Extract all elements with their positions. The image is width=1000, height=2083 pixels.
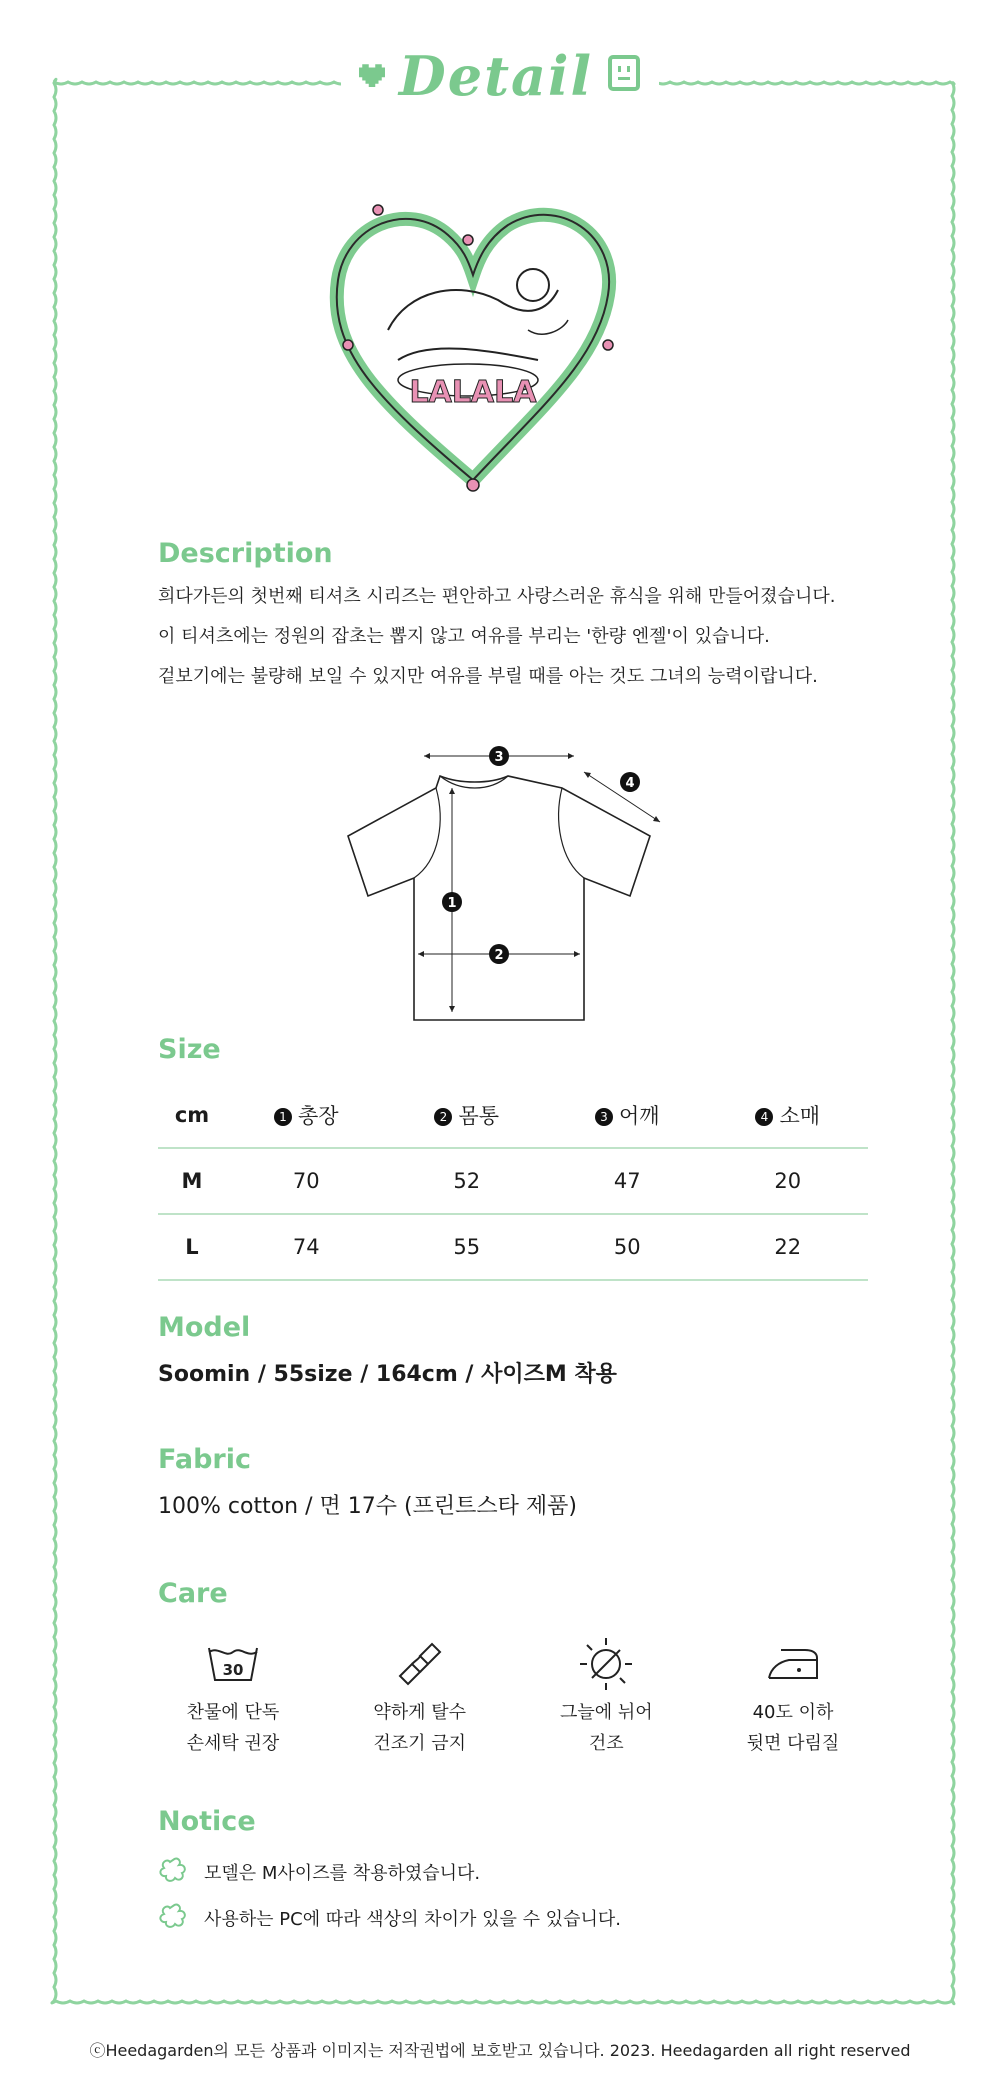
table-header-row [158,1083,868,1148]
care-label: 건조기 금지 [373,1733,466,1754]
table-cell: 20 [774,1169,802,1193]
size-section [158,1034,870,1281]
notice-item [158,1895,870,1941]
description-line: 이 티셔츠에는 정원의 잡초는 뽑지 않고 여유를 부리는 '한량 엔젤'이 있습니다. [158,626,770,647]
copyright-footer: ⓒHeedagarden의 모든 상품과 이미지는 저작권법에 보호받고 있습니다. 2023. Heedagarden all right reserved [89,2041,911,2060]
care-label: 건조 [588,1733,624,1754]
table-cell: 47 [613,1169,641,1193]
size-heading: Size [158,1034,221,1065]
lalala-text: LALALA [409,375,537,410]
table-cell: 74 [292,1235,320,1259]
svg-text:30: 30 [222,1661,244,1679]
model-info: Soomin / 55size / 164cm / 사이즈M 착용 [158,1362,617,1387]
flower-icon [158,1857,188,1888]
model-section [158,1312,870,1388]
flower-icon [158,1903,188,1934]
care-section [158,1578,870,1759]
description-heading: Description [158,538,333,569]
care-label: 그늘에 뉘어 [559,1702,653,1723]
tshirt-measurement-diagram [340,740,680,1030]
table-cell: 50 [613,1235,641,1259]
column-header: 4 소매 [708,1083,869,1148]
size-label: L [185,1235,199,1259]
page-header [0,44,1000,114]
care-label: 약하게 탈수 [373,1702,466,1723]
iron-icon [718,1631,868,1697]
size-label: M [181,1169,203,1193]
marker-2: 2 [494,948,504,963]
table-row [158,1148,868,1214]
care-label: 찬물에 단독 [186,1702,280,1723]
care-item [718,1631,868,1759]
notice-section [158,1806,870,1941]
wash-30-icon [158,1631,308,1697]
fabric-section [158,1444,870,1520]
shade-dry-icon [531,1631,681,1697]
description-section [158,538,870,697]
care-item [158,1631,308,1759]
care-label: 뒷면 다림질 [746,1733,840,1754]
description-line: 희다가든의 첫번째 티셔츠 시리즈는 편안하고 사랑스러운 휴식을 위해 만들어졌습니다. [158,586,836,607]
page-title: Detail [398,44,594,108]
care-item [345,1631,495,1759]
table-cell: 55 [453,1235,481,1259]
table-cell: 70 [292,1169,320,1193]
size-table [158,1083,868,1281]
smiley-box-icon [607,54,641,98]
notice-item [158,1849,870,1895]
notice-text: 모델은 M사이즈를 착용하였습니다. [204,1863,481,1884]
care-item [531,1631,681,1759]
column-header: 2 몸통 [387,1083,548,1148]
fabric-heading: Fabric [158,1444,251,1475]
fabric-info: 100% cotton / 면 17수 (프린트스타 제품) [158,1494,577,1519]
angel-heart-illustration [318,180,628,500]
model-heading: Model [158,1312,251,1343]
table-cell: 22 [774,1235,802,1259]
tshirt-outline [348,776,650,1020]
marker-4: 4 [625,776,635,791]
care-label: 40도 이하 [752,1702,834,1723]
column-header: 1 총장 [226,1083,387,1148]
column-header: 3 어깨 [547,1083,708,1148]
wring-icon [345,1631,495,1697]
unit-header: cm [174,1103,210,1127]
heart-icon [359,61,385,91]
marker-3: 3 [494,750,504,765]
marker-1: 1 [447,896,457,911]
notice-heading: Notice [158,1806,256,1837]
table-cell: 52 [453,1169,481,1193]
care-label: 손세탁 권장 [186,1733,280,1754]
care-heading: Care [158,1578,228,1609]
table-row [158,1214,868,1280]
description-line: 겉보기에는 불량해 보일 수 있지만 여유를 부릴 때를 아는 것도 그녀의 능력이랍니다. [158,666,818,687]
notice-text: 사용하는 PC에 따라 색상의 차이가 있을 수 있습니다. [204,1909,621,1930]
